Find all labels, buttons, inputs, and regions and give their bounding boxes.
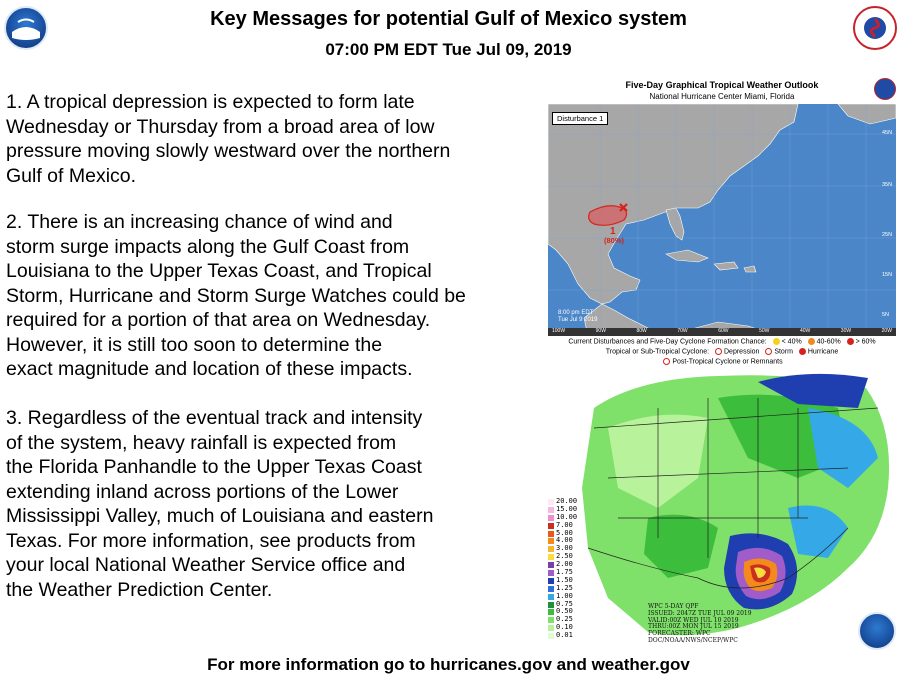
outlook-time-line2: Tue Jul 9 2019: [558, 317, 598, 323]
nws-logo: [853, 6, 897, 50]
lon-label: 90W: [595, 328, 606, 334]
lon-label: 30W: [840, 328, 852, 334]
noaa-logo-bottom: [858, 612, 896, 650]
scale-label: 4.00: [556, 536, 573, 545]
lon-label: 50W: [759, 328, 770, 334]
disturbance-number: 1: [610, 226, 616, 237]
rainfall-scale: [548, 498, 576, 640]
mid-chance-x-icon: [808, 338, 815, 345]
scale-swatch: [548, 507, 554, 513]
low-chance-x-icon: [773, 338, 780, 345]
scale-label: 0.75: [556, 599, 573, 608]
scale-swatch: [548, 602, 554, 608]
page-title: Key Messages for potential Gulf of Mexico system: [210, 8, 687, 30]
post-tropical-icon: [663, 358, 670, 365]
scale-swatch: [548, 515, 554, 521]
outlook-subtitle: National Hurricane Center Miami, Florida: [649, 92, 795, 101]
disturbance-chance: (80%): [604, 236, 625, 245]
scale-label: 20.00: [556, 497, 578, 505]
legend-hurricane: Hurricane: [807, 348, 839, 356]
footer-text: For more information go to hurricanes.gov and weather.gov: [207, 655, 690, 674]
legend-formation-chance: [548, 338, 896, 345]
key-message-2: 2. There is an increasing chance of wind and storm surge impacts along the Gulf Coast from Louisiana to the Upper Texas Coast, and Tropical Storm, Hurricane and Storm Surge Watches could be required for a portion of that area on Wednesday. However, it is still too soon to determine the exact magnitude and location of these impacts.: [6, 211, 466, 380]
scale-swatch: [548, 570, 554, 576]
legend-depression: Depression: [724, 348, 760, 356]
legend-cyclone-types: [548, 348, 896, 355]
scale-label: 0.50: [556, 607, 573, 616]
lon-label: 60W: [718, 328, 729, 334]
scale-label: 0.10: [556, 623, 573, 632]
scale-label: 0.25: [556, 615, 573, 624]
scale-swatch: [548, 594, 554, 600]
legend-post-tropical: [548, 358, 896, 365]
lat-label: 15N: [882, 272, 893, 278]
scale-label: 15.00: [556, 504, 578, 513]
scale-swatch: [548, 523, 554, 529]
lat-label: 5N: [882, 312, 890, 318]
legend-storm: Storm: [774, 348, 793, 356]
scale-label: 2.50: [556, 552, 573, 561]
scale-swatch: [548, 562, 554, 568]
hurricane-icon: [799, 348, 806, 355]
tropical-outlook-graphic: [548, 76, 896, 368]
scale-swatch: [548, 633, 554, 639]
scale-swatch: [548, 531, 554, 537]
key-message-1: 1. A tropical depression is expected to form late Wednesday or Thursday from a broad area of low pressure moving slowly westward over the northern Gulf of Mexico.: [6, 91, 451, 187]
scale-swatch: [548, 578, 554, 584]
lon-label: 40W: [799, 328, 811, 334]
key-message-3: 3. Regardless of the eventual track and intensity of the system, heavy rainfall is expected from the Florida Panhandle to the Upper Texas Coast extending inland across portions of the Lower Mississippi Valley, much of Louisiana and eastern Texas. For more information, see products from your local National Weather Service office and the Weather Prediction Center.: [6, 407, 434, 601]
scale-label: 2.00: [556, 560, 573, 569]
lon-labels: [552, 328, 892, 334]
outlook-map: [548, 104, 896, 336]
lon-label: 80W: [636, 328, 647, 334]
lat-label: 45N: [882, 130, 893, 136]
lat-label: 35N: [882, 182, 893, 188]
legend-high: > 60%: [855, 338, 876, 346]
legend-line2: Tropical or Sub-Tropical Cyclone:: [605, 348, 710, 356]
scale-swatch: [548, 554, 554, 560]
lon-label: 100W: [552, 328, 566, 334]
scale-swatch: [548, 499, 554, 505]
scale-swatch: [548, 625, 554, 631]
scale-label: 10.00: [556, 512, 578, 521]
scale-label: 0.01: [556, 631, 573, 640]
lat-label: 25N: [882, 232, 893, 238]
scale-swatch: [548, 609, 554, 615]
scale-label: 1.75: [556, 568, 573, 577]
lon-label: 20W: [881, 328, 892, 334]
scale-swatch: [548, 546, 554, 552]
scale-swatch: [548, 617, 554, 623]
noaa-logo: [4, 6, 48, 50]
outlook-title: Five-Day Graphical Tropical Weather Outlook: [625, 80, 819, 90]
issuance-time: 07:00 PM EDT Tue Jul 09, 2019: [325, 40, 572, 59]
storm-icon: [765, 348, 772, 355]
lon-label: 70W: [677, 328, 688, 334]
scale-label: 7.00: [556, 520, 573, 529]
disturbance-label: Disturbance 1: [552, 112, 608, 125]
legend-line3: Post-Tropical Cyclone or Remnants: [672, 358, 783, 366]
scale-label: 1.25: [556, 583, 573, 592]
scale-label: 1.50: [556, 575, 573, 584]
scale-swatch: [548, 538, 554, 544]
high-chance-x-icon: [847, 338, 854, 345]
scale-swatch: [548, 586, 554, 592]
nhc-logo: [874, 78, 896, 100]
outlook-time-line1: 8:00 pm EDT: [558, 310, 594, 316]
legend-mid: 40-60%: [816, 338, 841, 346]
scale-label: 3.00: [556, 544, 573, 553]
qpf-info: WPC 5-DAY QPF ISSUED: 2047Z TUE JUL 09 2019 VALID:00Z WED JUL 10 2019 THRU:00Z MON JUL 15 2019 FORECASTER: WPC DOC/NOAA/NWS/NCEP/WPC: [648, 603, 752, 644]
legend-low: < 40%: [781, 338, 802, 346]
scale-label: 1.00: [556, 591, 573, 600]
scale-label: 5.00: [556, 528, 573, 537]
rainfall-forecast-map: [548, 368, 896, 653]
scale-row: [548, 632, 576, 640]
depression-icon: [715, 348, 722, 355]
legend-line1: Current Disturbances and Five-Day Cyclone Formation Chance:: [568, 338, 767, 346]
